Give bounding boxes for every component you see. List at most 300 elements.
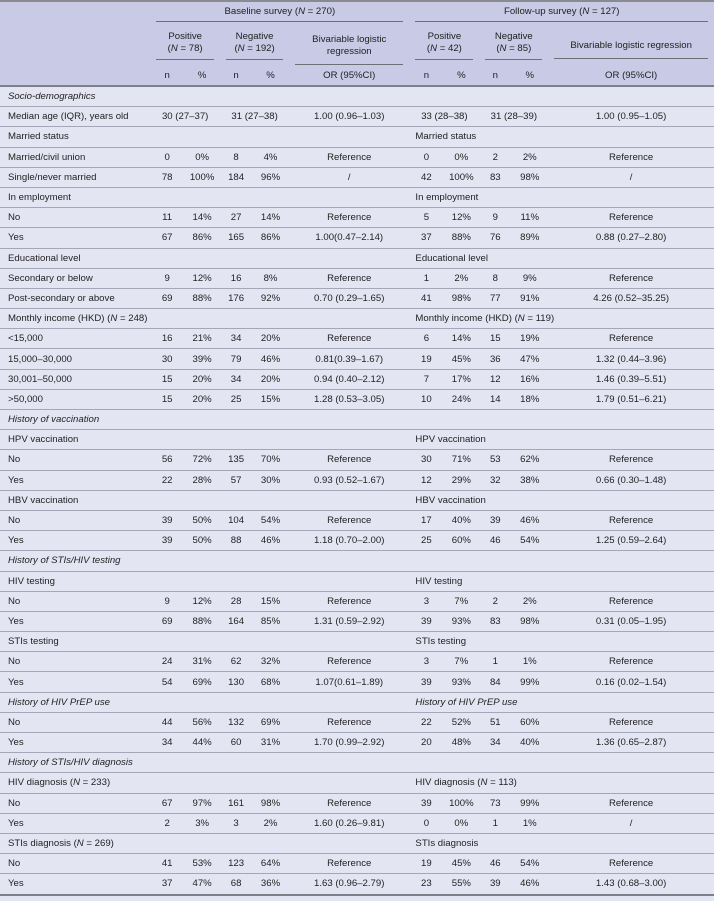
group-label: HIV testing xyxy=(0,571,409,591)
table-row xyxy=(0,329,714,349)
baseline-negative-n: 164 xyxy=(220,611,252,631)
row-label: Single/never married xyxy=(0,167,150,187)
table-row xyxy=(0,874,714,895)
followup-positive-n: 22 xyxy=(409,712,443,732)
baseline-positive-pct: 12% xyxy=(184,591,220,611)
baseline-negative-pct: 2% xyxy=(252,813,289,833)
baseline-positive-n: 2 xyxy=(150,813,184,833)
baseline-positive-n: 9 xyxy=(150,591,184,611)
baseline-negative-header: Negative (N = 192) xyxy=(220,26,289,65)
baseline-negative-pct: 46% xyxy=(252,349,289,369)
followup-negative-header: Negative (N = 85) xyxy=(479,26,548,65)
baseline-negative-n: 130 xyxy=(220,672,252,692)
followup-positive-pct: 17% xyxy=(443,369,479,389)
followup-negative-pct: 16% xyxy=(511,369,548,389)
row-label: Post-secondary or above xyxy=(0,288,150,308)
followup-positive-pct: 48% xyxy=(443,733,479,753)
table-row xyxy=(0,349,714,369)
col-pct: % xyxy=(511,65,548,86)
baseline-positive-pct: 47% xyxy=(184,874,220,895)
table-row xyxy=(0,813,714,833)
baseline-positive-pct: 88% xyxy=(184,288,220,308)
group-row xyxy=(0,248,714,268)
followup-negative-n: 1 xyxy=(479,652,511,672)
baseline-negative-n: 68 xyxy=(220,874,252,895)
followup-group-label: HBV vaccination xyxy=(409,490,714,510)
baseline-positive-pct: 20% xyxy=(184,389,220,409)
baseline-negative-n: 132 xyxy=(220,712,252,732)
baseline-negative-n: 57 xyxy=(220,470,252,490)
table-row xyxy=(0,531,714,551)
group-row xyxy=(0,632,714,652)
baseline-negative-n: 135 xyxy=(220,450,252,470)
row-label: No xyxy=(0,793,150,813)
followup-positive-n: 5 xyxy=(409,208,443,228)
baseline-positive-n: 39 xyxy=(150,510,184,530)
followup-odds-ratio: Reference xyxy=(548,329,714,349)
baseline-positive-pct: 56% xyxy=(184,712,220,732)
followup-negative-pct: 60% xyxy=(511,712,548,732)
baseline-odds-ratio: 1.60 (0.26–9.81) xyxy=(289,813,409,833)
baseline-odds-ratio: 1.63 (0.96–2.79) xyxy=(289,874,409,895)
baseline-positive-n: 11 xyxy=(150,208,184,228)
baseline-odds-ratio: / xyxy=(289,167,409,187)
baseline-odds-ratio: Reference xyxy=(289,147,409,167)
followup-odds-ratio: 0.88 (0.27–2.80) xyxy=(548,228,714,248)
followup-negative-pct: 89% xyxy=(511,228,548,248)
row-label: No xyxy=(0,450,150,470)
followup-positive-n: 23 xyxy=(409,874,443,895)
followup-negative-n: 12 xyxy=(479,369,511,389)
baseline-positive-pct: 50% xyxy=(184,531,220,551)
section-row xyxy=(0,753,714,773)
baseline-positive-pct: 20% xyxy=(184,369,220,389)
followup-negative-pct: 9% xyxy=(511,268,548,288)
row-label: Median age (IQR), years old xyxy=(0,107,150,127)
row-label: No xyxy=(0,510,150,530)
baseline-positive-pct: 44% xyxy=(184,733,220,753)
followup-negative-n: 51 xyxy=(479,712,511,732)
row-label: 30,001–50,000 xyxy=(0,369,150,389)
followup-negative-pct: 40% xyxy=(511,733,548,753)
followup-positive-n: 41 xyxy=(409,288,443,308)
followup-group-label: Married status xyxy=(409,127,714,147)
table-row xyxy=(0,854,714,874)
followup-positive-n: 19 xyxy=(409,349,443,369)
baseline-positive-n: 67 xyxy=(150,228,184,248)
followup-negative-median: 31 (28–39) xyxy=(479,107,548,127)
baseline-negative-pct: 46% xyxy=(252,531,289,551)
followup-negative-n: 83 xyxy=(479,167,511,187)
followup-negative-n: 14 xyxy=(479,389,511,409)
baseline-odds-ratio: Reference xyxy=(289,450,409,470)
baseline-negative-pct: 92% xyxy=(252,288,289,308)
followup-positive-pct: 0% xyxy=(443,147,479,167)
row-label: No xyxy=(0,591,150,611)
baseline-negative-pct: 8% xyxy=(252,268,289,288)
group-label: HIV diagnosis (N = 233) xyxy=(0,773,409,793)
baseline-negative-n: 34 xyxy=(220,329,252,349)
baseline-positive-pct: 28% xyxy=(184,470,220,490)
baseline-positive-n: 67 xyxy=(150,793,184,813)
baseline-negative-n: 3 xyxy=(220,813,252,833)
baseline-negative-pct: 68% xyxy=(252,672,289,692)
followup-positive-pct: 14% xyxy=(443,329,479,349)
row-label: Secondary or below xyxy=(0,268,150,288)
baseline-positive-n: 41 xyxy=(150,854,184,874)
baseline-positive-n: 54 xyxy=(150,672,184,692)
followup-negative-pct: 98% xyxy=(511,167,548,187)
baseline-negative-n: 88 xyxy=(220,531,252,551)
baseline-negative-n: 104 xyxy=(220,510,252,530)
followup-negative-n: 46 xyxy=(479,531,511,551)
row-label: No xyxy=(0,854,150,874)
baseline-positive-pct: 50% xyxy=(184,510,220,530)
baseline-odds-ratio: 1.00(0.47–2.14) xyxy=(289,228,409,248)
baseline-odds-ratio: 0.70 (0.29–1.65) xyxy=(289,288,409,308)
baseline-odds-ratio: 0.81(0.39–1.67) xyxy=(289,349,409,369)
col-n: n xyxy=(150,65,184,86)
table-row xyxy=(0,652,714,672)
followup-negative-pct: 54% xyxy=(511,531,548,551)
followup-negative-n: 1 xyxy=(479,813,511,833)
followup-positive-pct: 93% xyxy=(443,611,479,631)
baseline-odds-ratio: Reference xyxy=(289,329,409,349)
followup-negative-pct: 98% xyxy=(511,611,548,631)
baseline-negative-n: 184 xyxy=(220,167,252,187)
baseline-odds-ratio: Reference xyxy=(289,712,409,732)
col-or: OR (95%CI) xyxy=(289,65,409,86)
baseline-positive-n: 34 xyxy=(150,733,184,753)
section-row xyxy=(0,86,714,107)
row-label: <15,000 xyxy=(0,329,150,349)
table-row xyxy=(0,510,714,530)
followup-positive-pct: 12% xyxy=(443,208,479,228)
followup-negative-pct: 2% xyxy=(511,591,548,611)
baseline-negative-pct: 20% xyxy=(252,329,289,349)
followup-odds-ratio: / xyxy=(548,167,714,187)
followup-group-label: HIV testing xyxy=(409,571,714,591)
followup-group-label: STIs diagnosis xyxy=(409,833,714,853)
followup-positive-pct: 7% xyxy=(443,652,479,672)
baseline-positive-header: Positive (N = 78) xyxy=(150,26,220,65)
baseline-negative-n: 28 xyxy=(220,591,252,611)
followup-negative-n: 73 xyxy=(479,793,511,813)
followup-negative-n: 39 xyxy=(479,874,511,895)
baseline-positive-pct: 39% xyxy=(184,349,220,369)
followup-positive-n: 1 xyxy=(409,268,443,288)
followup-positive-median: 33 (28–38) xyxy=(409,107,479,127)
group-label: STIs diagnosis (N = 269) xyxy=(0,833,409,853)
section-title: Socio-demographics xyxy=(0,86,714,107)
group-row xyxy=(0,127,714,147)
col-pct: % xyxy=(252,65,289,86)
baseline-positive-n: 56 xyxy=(150,450,184,470)
followup-odds-ratio: 1.00 (0.95–1.05) xyxy=(548,107,714,127)
baseline-positive-n: 0 xyxy=(150,147,184,167)
row-label: 15,000–30,000 xyxy=(0,349,150,369)
col-n: n xyxy=(409,65,443,86)
baseline-positive-pct: 97% xyxy=(184,793,220,813)
group-label: Married status xyxy=(0,127,409,147)
group-label: Monthly income (HKD) (N = 248) xyxy=(0,309,409,329)
followup-positive-n: 19 xyxy=(409,854,443,874)
followup-positive-pct: 2% xyxy=(443,268,479,288)
followup-positive-n: 39 xyxy=(409,672,443,692)
baseline-positive-pct: 3% xyxy=(184,813,220,833)
row-label: Yes xyxy=(0,470,150,490)
baseline-positive-n: 15 xyxy=(150,389,184,409)
group-label: Educational level xyxy=(0,248,409,268)
group-row xyxy=(0,571,714,591)
followup-negative-n: 83 xyxy=(479,611,511,631)
followup-negative-pct: 62% xyxy=(511,450,548,470)
baseline-odds-ratio: 0.94 (0.40–2.12) xyxy=(289,369,409,389)
baseline-positive-pct: 72% xyxy=(184,450,220,470)
baseline-negative-n: 123 xyxy=(220,854,252,874)
table-row xyxy=(0,591,714,611)
row-label: No xyxy=(0,208,150,228)
group-row xyxy=(0,773,714,793)
baseline-odds-ratio: 1.70 (0.99–2.92) xyxy=(289,733,409,753)
table-row xyxy=(0,167,714,187)
followup-positive-pct: 0% xyxy=(443,813,479,833)
followup-negative-pct: 91% xyxy=(511,288,548,308)
baseline-positive-n: 69 xyxy=(150,288,184,308)
baseline-negative-pct: 20% xyxy=(252,369,289,389)
followup-odds-ratio: Reference xyxy=(548,208,714,228)
followup-negative-pct: 19% xyxy=(511,329,548,349)
table-header xyxy=(0,1,714,86)
followup-regression-header: Bivariable logistic regression xyxy=(548,26,714,65)
followup-negative-n: 77 xyxy=(479,288,511,308)
baseline-negative-pct: 54% xyxy=(252,510,289,530)
col-pct: % xyxy=(443,65,479,86)
group-label: History of HIV PrEP use xyxy=(0,692,409,712)
table-row xyxy=(0,268,714,288)
group-label: HBV vaccination xyxy=(0,490,409,510)
baseline-survey-header: Baseline survey (N = 270) xyxy=(150,1,409,26)
baseline-negative-pct: 85% xyxy=(252,611,289,631)
baseline-positive-pct: 0% xyxy=(184,147,220,167)
baseline-negative-n: 25 xyxy=(220,389,252,409)
baseline-positive-pct: 100% xyxy=(184,167,220,187)
baseline-negative-n: 161 xyxy=(220,793,252,813)
baseline-negative-n: 176 xyxy=(220,288,252,308)
followup-positive-n: 7 xyxy=(409,369,443,389)
table-row xyxy=(0,450,714,470)
followup-odds-ratio: 0.31 (0.05–1.95) xyxy=(548,611,714,631)
baseline-negative-pct: 96% xyxy=(252,167,289,187)
followup-odds-ratio: Reference xyxy=(548,510,714,530)
followup-odds-ratio: 1.46 (0.39–5.51) xyxy=(548,369,714,389)
followup-survey-header: Follow-up survey (N = 127) xyxy=(409,1,714,26)
followup-positive-n: 12 xyxy=(409,470,443,490)
row-label: Yes xyxy=(0,611,150,631)
table-row xyxy=(0,369,714,389)
followup-positive-n: 42 xyxy=(409,167,443,187)
followup-odds-ratio: Reference xyxy=(548,854,714,874)
followup-negative-pct: 47% xyxy=(511,349,548,369)
row-label: Yes xyxy=(0,531,150,551)
followup-positive-n: 20 xyxy=(409,733,443,753)
baseline-negative-pct: 15% xyxy=(252,591,289,611)
table-row xyxy=(0,470,714,490)
followup-positive-pct: 93% xyxy=(443,672,479,692)
section-title: History of STIs/HIV diagnosis xyxy=(0,753,714,773)
followup-positive-pct: 40% xyxy=(443,510,479,530)
baseline-negative-pct: 86% xyxy=(252,228,289,248)
followup-positive-n: 3 xyxy=(409,591,443,611)
followup-positive-pct: 71% xyxy=(443,450,479,470)
followup-odds-ratio: 1.43 (0.68–3.00) xyxy=(548,874,714,895)
followup-negative-n: 2 xyxy=(479,147,511,167)
baseline-negative-pct: 31% xyxy=(252,733,289,753)
followup-positive-n: 17 xyxy=(409,510,443,530)
followup-negative-n: 46 xyxy=(479,854,511,874)
group-row xyxy=(0,833,714,853)
followup-positive-n: 0 xyxy=(409,813,443,833)
baseline-positive-pct: 69% xyxy=(184,672,220,692)
followup-positive-n: 25 xyxy=(409,531,443,551)
followup-negative-n: 32 xyxy=(479,470,511,490)
baseline-negative-pct: 36% xyxy=(252,874,289,895)
followup-odds-ratio: 1.25 (0.59–2.64) xyxy=(548,531,714,551)
followup-negative-n: 39 xyxy=(479,510,511,530)
table-row xyxy=(0,208,714,228)
baseline-negative-n: 165 xyxy=(220,228,252,248)
followup-odds-ratio: Reference xyxy=(548,268,714,288)
followup-odds-ratio: Reference xyxy=(548,147,714,167)
followup-negative-pct: 11% xyxy=(511,208,548,228)
followup-negative-n: 36 xyxy=(479,349,511,369)
followup-odds-ratio: / xyxy=(548,813,714,833)
baseline-negative-pct: 70% xyxy=(252,450,289,470)
baseline-positive-n: 39 xyxy=(150,531,184,551)
col-pct: % xyxy=(184,65,220,86)
followup-negative-pct: 46% xyxy=(511,874,548,895)
baseline-odds-ratio: Reference xyxy=(289,854,409,874)
followup-odds-ratio: Reference xyxy=(548,652,714,672)
baseline-positive-median: 30 (27–37) xyxy=(150,107,220,127)
followup-positive-pct: 24% xyxy=(443,389,479,409)
followup-odds-ratio: 0.16 (0.02–1.54) xyxy=(548,672,714,692)
baseline-negative-pct: 32% xyxy=(252,652,289,672)
baseline-positive-n: 44 xyxy=(150,712,184,732)
table-body xyxy=(0,86,714,895)
group-row xyxy=(0,309,714,329)
followup-negative-pct: 38% xyxy=(511,470,548,490)
baseline-positive-pct: 12% xyxy=(184,268,220,288)
row-label: >50,000 xyxy=(0,389,150,409)
baseline-negative-median: 31 (27–38) xyxy=(220,107,289,127)
row-label: Yes xyxy=(0,733,150,753)
col-or: OR (95%CI) xyxy=(548,65,714,86)
followup-negative-pct: 1% xyxy=(511,813,548,833)
followup-odds-ratio: Reference xyxy=(548,591,714,611)
col-n: n xyxy=(220,65,252,86)
followup-group-label: Educational level xyxy=(409,248,714,268)
row-label: No xyxy=(0,712,150,732)
baseline-positive-n: 15 xyxy=(150,369,184,389)
group-row xyxy=(0,490,714,510)
followup-positive-n: 10 xyxy=(409,389,443,409)
followup-group-label: STIs testing xyxy=(409,632,714,652)
section-title: History of vaccination xyxy=(0,410,714,430)
baseline-positive-pct: 88% xyxy=(184,611,220,631)
col-n: n xyxy=(479,65,511,86)
followup-odds-ratio: Reference xyxy=(548,712,714,732)
baseline-positive-n: 24 xyxy=(150,652,184,672)
table-row xyxy=(0,672,714,692)
followup-positive-n: 30 xyxy=(409,450,443,470)
baseline-odds-ratio: Reference xyxy=(289,652,409,672)
group-label: HPV vaccination xyxy=(0,430,409,450)
baseline-negative-n: 79 xyxy=(220,349,252,369)
baseline-negative-pct: 4% xyxy=(252,147,289,167)
table-row xyxy=(0,147,714,167)
followup-negative-n: 2 xyxy=(479,591,511,611)
baseline-positive-n: 69 xyxy=(150,611,184,631)
table-row xyxy=(0,389,714,409)
baseline-odds-ratio: 1.18 (0.70–2.00) xyxy=(289,531,409,551)
followup-odds-ratio: 0.66 (0.30–1.48) xyxy=(548,470,714,490)
section-row xyxy=(0,551,714,571)
table-row xyxy=(0,611,714,631)
baseline-negative-pct: 98% xyxy=(252,793,289,813)
followup-positive-pct: 45% xyxy=(443,854,479,874)
followup-group-label: HIV diagnosis (N = 113) xyxy=(409,773,714,793)
baseline-positive-n: 9 xyxy=(150,268,184,288)
followup-positive-n: 0 xyxy=(409,147,443,167)
row-label: Yes xyxy=(0,813,150,833)
followup-group-label: Monthly income (HKD) (N = 119) xyxy=(409,309,714,329)
baseline-negative-n: 16 xyxy=(220,268,252,288)
followup-negative-pct: 99% xyxy=(511,793,548,813)
followup-negative-pct: 99% xyxy=(511,672,548,692)
baseline-positive-pct: 14% xyxy=(184,208,220,228)
followup-negative-n: 8 xyxy=(479,268,511,288)
baseline-negative-n: 34 xyxy=(220,369,252,389)
baseline-positive-n: 22 xyxy=(150,470,184,490)
followup-positive-n: 39 xyxy=(409,611,443,631)
row-label: Married/civil union xyxy=(0,147,150,167)
baseline-odds-ratio: Reference xyxy=(289,268,409,288)
followup-odds-ratio: Reference xyxy=(548,450,714,470)
followup-positive-pct: 7% xyxy=(443,591,479,611)
baseline-positive-pct: 31% xyxy=(184,652,220,672)
section-title: History of STIs/HIV testing xyxy=(0,551,714,571)
baseline-negative-pct: 30% xyxy=(252,470,289,490)
followup-negative-n: 34 xyxy=(479,733,511,753)
table-row xyxy=(0,288,714,308)
followup-group-label: In employment xyxy=(409,187,714,207)
followup-positive-pct: 45% xyxy=(443,349,479,369)
followup-positive-pct: 98% xyxy=(443,288,479,308)
row-label: Yes xyxy=(0,672,150,692)
baseline-odds-ratio: 1.31 (0.59–2.92) xyxy=(289,611,409,631)
baseline-odds-ratio: Reference xyxy=(289,208,409,228)
baseline-positive-n: 16 xyxy=(150,329,184,349)
followup-positive-pct: 60% xyxy=(443,531,479,551)
followup-odds-ratio: 1.79 (0.51–6.21) xyxy=(548,389,714,409)
followup-positive-n: 3 xyxy=(409,652,443,672)
baseline-odds-ratio: Reference xyxy=(289,510,409,530)
followup-positive-pct: 88% xyxy=(443,228,479,248)
followup-negative-n: 15 xyxy=(479,329,511,349)
baseline-negative-pct: 14% xyxy=(252,208,289,228)
group-row xyxy=(0,187,714,207)
